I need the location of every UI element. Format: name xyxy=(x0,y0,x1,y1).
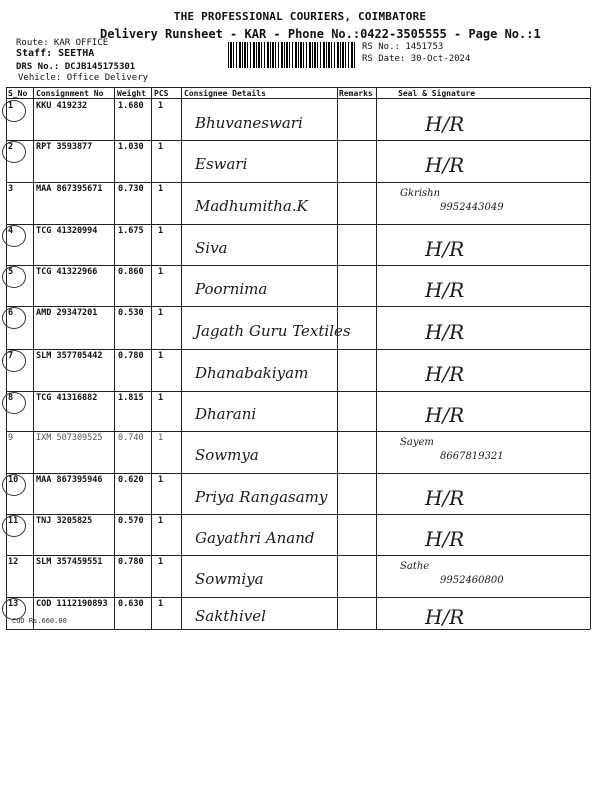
serial-number: 9 xyxy=(8,433,14,443)
row-divider xyxy=(6,597,590,598)
cod-amount-note: COD Rs.660.00 xyxy=(12,617,67,625)
consignee-handwritten: Eswari xyxy=(195,155,248,173)
signature-handwritten: H/R xyxy=(425,278,465,302)
serial-number: 5 xyxy=(8,267,14,277)
weight-value: 0.530 xyxy=(118,308,144,318)
rs-number: RS No.: 1451753 xyxy=(362,42,444,52)
signature-handwritten: Sayem xyxy=(400,437,434,448)
header-consignment: Consignment No xyxy=(36,89,104,98)
row-divider xyxy=(6,265,590,266)
consignment-number: TCG 41322966 xyxy=(36,267,98,277)
pcs-value: 1 xyxy=(158,599,164,609)
weight-value: 0.630 xyxy=(118,599,144,609)
header-signature: Seal & Signature xyxy=(398,89,476,98)
serial-number: 11 xyxy=(8,516,19,526)
serial-number: 2 xyxy=(8,142,14,152)
serial-number: 7 xyxy=(8,351,14,361)
table-column-line xyxy=(376,87,377,629)
runsheet-title: THE PROFESSIONAL COURIERS, COIMBATORE xyxy=(173,10,427,23)
pcs-value: 1 xyxy=(158,393,164,403)
serial-number: 4 xyxy=(8,226,14,236)
signature-handwritten: H/R xyxy=(425,403,465,427)
consignment-number: MAA 867395671 xyxy=(36,184,103,194)
barcode-image xyxy=(228,42,356,68)
table-top-line xyxy=(6,87,590,88)
signature-handwritten: Sathe xyxy=(400,561,430,572)
table-column-line xyxy=(590,87,591,629)
vehicle-label: Vehicle: Office Delivery xyxy=(18,73,149,83)
consignment-number: SLM 357459551 xyxy=(36,557,103,567)
row-divider xyxy=(6,473,590,474)
runsheet-subtitle: Delivery Runsheet - KAR - Phone No.:0422-3505555 - Page No.:1 xyxy=(100,27,541,41)
weight-value: 1.815 xyxy=(118,393,144,403)
tick-circle-mark xyxy=(2,350,26,372)
row-divider xyxy=(6,431,590,432)
consignment-number: IXM 507309525 xyxy=(36,433,103,443)
consignment-number: MAA 867395946 xyxy=(36,475,103,485)
pcs-value: 1 xyxy=(158,308,164,318)
row-divider xyxy=(6,514,590,515)
header-consignee: Consignee Details xyxy=(184,89,266,98)
consignment-number: RPT 3593877 xyxy=(36,142,93,152)
pcs-value: 1 xyxy=(158,226,164,236)
weight-value: 1.680 xyxy=(118,101,144,111)
serial-number: 12 xyxy=(8,557,19,567)
weight-value: 0.860 xyxy=(118,267,144,277)
consignment-number: KKU 419232 xyxy=(36,101,88,111)
consignee-handwritten: Sakthivel xyxy=(195,607,266,625)
consignee-handwritten: Madhumitha.K xyxy=(195,197,308,215)
signature-handwritten: H/R xyxy=(425,527,465,551)
pcs-value: 1 xyxy=(158,184,164,194)
consignee-handwritten: Sowmiya xyxy=(195,570,264,588)
serial-number: 8 xyxy=(8,393,14,403)
row-divider xyxy=(6,140,590,141)
signature-handwritten: Gkrishn xyxy=(400,188,441,199)
pcs-value: 1 xyxy=(158,557,164,567)
consignment-number: COD 1112190893 xyxy=(36,599,108,609)
row-divider xyxy=(6,349,590,350)
consignee-handwritten: Priya Rangasamy xyxy=(195,488,328,506)
consignment-number: AMD 29347201 xyxy=(36,308,98,318)
header-pcs: PCS xyxy=(154,89,169,98)
consignee-handwritten: Sowmya xyxy=(195,446,259,464)
pcs-value: 1 xyxy=(158,142,164,152)
consignment-number: TCG 41316882 xyxy=(36,393,98,403)
consignee-handwritten: Poornima xyxy=(195,280,268,298)
consignment-number: SLM 357705442 xyxy=(36,351,103,361)
weight-value: 0.740 xyxy=(118,433,144,443)
weight-value: 0.780 xyxy=(118,557,144,567)
tick-circle-mark xyxy=(2,307,26,329)
tick-circle-mark xyxy=(2,392,26,414)
tick-circle-mark xyxy=(2,266,26,288)
tick-circle-mark xyxy=(2,225,26,247)
signature-phone: 8667819321 xyxy=(440,451,504,462)
signature-handwritten: H/R xyxy=(425,320,465,344)
table-column-line xyxy=(33,87,34,629)
row-divider xyxy=(6,391,590,392)
serial-number: 13 xyxy=(8,599,19,609)
consignee-handwritten: Jagath Guru Textiles xyxy=(195,322,351,340)
weight-value: 0.620 xyxy=(118,475,144,485)
serial-number: 6 xyxy=(8,308,14,318)
weight-value: 0.570 xyxy=(118,516,144,526)
table-column-line xyxy=(114,87,115,629)
serial-number: 10 xyxy=(8,475,19,485)
signature-handwritten: H/R xyxy=(425,237,465,261)
weight-value: 0.730 xyxy=(118,184,144,194)
route-label: Route: KAR OFFICE xyxy=(16,38,109,48)
row-divider xyxy=(6,182,590,183)
consignee-handwritten: Dhanabakiyam xyxy=(195,364,309,382)
consignee-handwritten: Siva xyxy=(195,239,228,257)
consignee-handwritten: Bhuvaneswari xyxy=(195,114,303,132)
tick-circle-mark xyxy=(2,100,26,122)
row-divider xyxy=(6,629,590,630)
serial-number: 3 xyxy=(8,184,14,194)
table-column-line xyxy=(151,87,152,629)
row-divider xyxy=(6,224,590,225)
weight-value: 1.030 xyxy=(118,142,144,152)
consignee-handwritten: Dharani xyxy=(195,405,257,423)
signature-handwritten: H/R xyxy=(425,605,465,629)
serial-number: 1 xyxy=(8,101,14,111)
signature-phone: 9952460800 xyxy=(440,575,504,586)
pcs-value: 1 xyxy=(158,351,164,361)
pcs-value: 1 xyxy=(158,475,164,485)
header-remarks: Remarks xyxy=(339,89,373,98)
rs-date: RS Date: 30-Oct-2024 xyxy=(362,54,471,64)
table-column-line xyxy=(337,87,338,629)
consignment-number: TNJ 3205825 xyxy=(36,516,93,526)
pcs-value: 1 xyxy=(158,516,164,526)
signature-handwritten: H/R xyxy=(425,112,465,136)
table-header-line xyxy=(6,98,590,99)
weight-value: 0.780 xyxy=(118,351,144,361)
drs-number: DRS No.: DCJB145175301 xyxy=(16,62,136,72)
signature-handwritten: H/R xyxy=(425,362,465,386)
header-sno: S_No xyxy=(8,89,28,98)
consignment-number: TCG 41320994 xyxy=(36,226,98,236)
consignee-handwritten: Gayathri Anand xyxy=(195,529,315,547)
signature-handwritten: H/R xyxy=(425,153,465,177)
signature-handwritten: H/R xyxy=(425,486,465,510)
row-divider xyxy=(6,306,590,307)
pcs-value: 1 xyxy=(158,267,164,277)
row-divider xyxy=(6,555,590,556)
tick-circle-mark xyxy=(2,141,26,163)
staff-label: Staff: SEETHA xyxy=(16,48,95,59)
signature-phone: 9952443049 xyxy=(440,202,504,213)
header-weight: Weight xyxy=(117,89,146,98)
weight-value: 1.675 xyxy=(118,226,144,236)
pcs-value: 1 xyxy=(158,433,164,443)
table-column-line xyxy=(181,87,182,629)
pcs-value: 1 xyxy=(158,101,164,111)
